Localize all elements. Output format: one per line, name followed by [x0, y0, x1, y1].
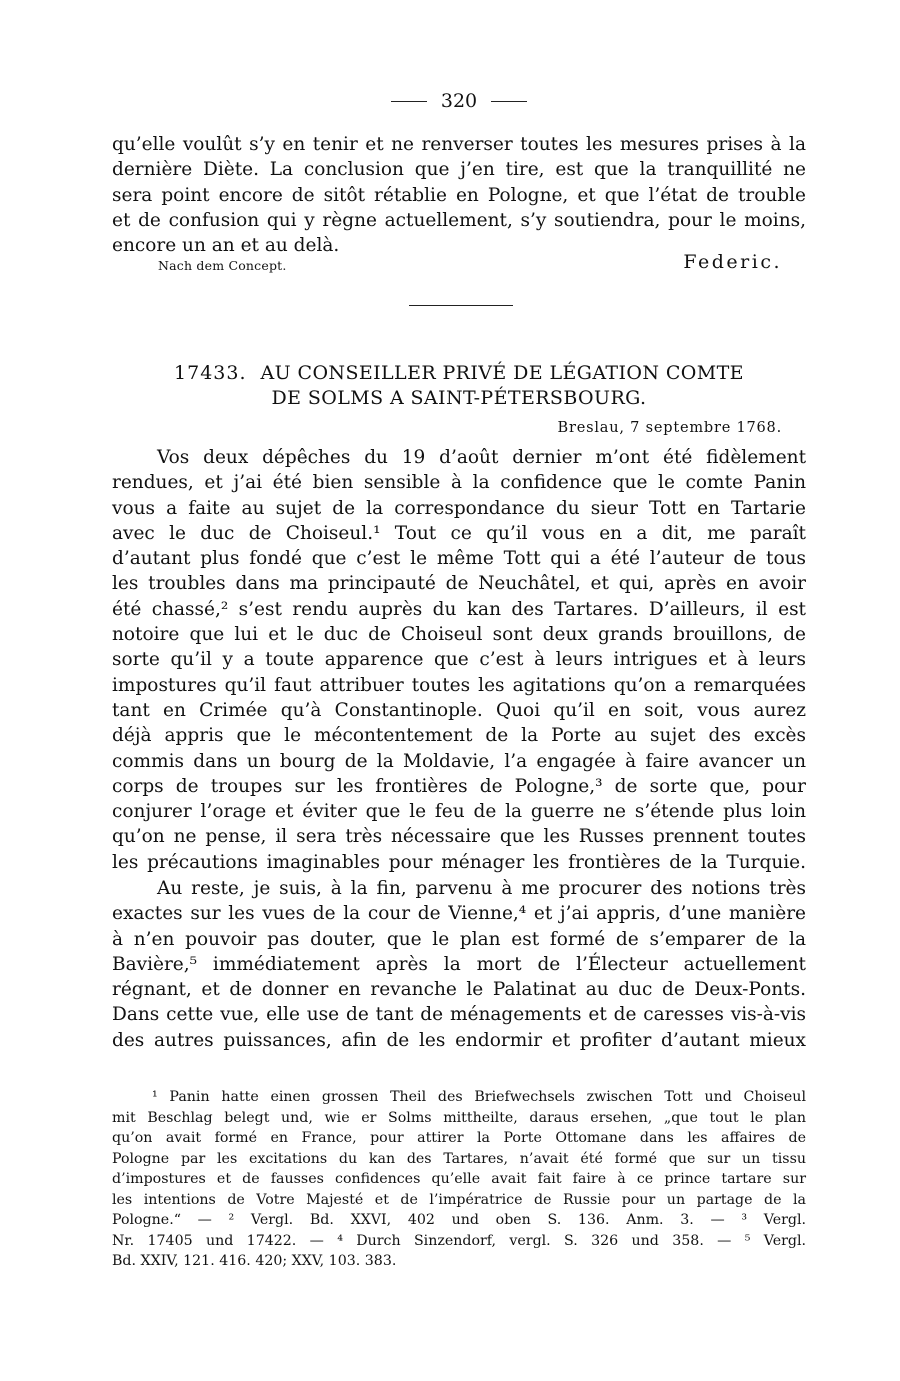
- letter-paragraph-1: [112, 445, 806, 875]
- page-number-header: [112, 86, 806, 116]
- heading-text-1: AU CONSEILLER PRIVÉ DE LÉGATION COMTE: [260, 362, 744, 384]
- text-line: conjurer l’orage et éviter que le feu de la guerre ne s’étende plus loin: [112, 801, 806, 823]
- section-divider: [409, 305, 513, 306]
- header-dash-right: [491, 101, 527, 102]
- footnotes: [112, 1087, 806, 1272]
- continuation-paragraph: [112, 132, 806, 258]
- footnote-line: ¹ Panin hatte einen grossen Theil des Briefwechsels zwischen Tott und Choiseul: [152, 1089, 806, 1105]
- text-line: exactes sur les vues de la cour de Vienne,⁴ et j’ai appris, d’une manière: [112, 903, 806, 925]
- text-line: les troubles dans ma principauté de Neuchâtel, et qui, après en avoir: [112, 573, 806, 595]
- text-line: été chassé,² s’est rendu auprès du kan des Tartares. D’ailleurs, il est: [112, 598, 806, 620]
- text-line: Dans cette vue, elle use de tant de ménagements et de caresses vis-à-vis: [112, 1004, 806, 1026]
- text-line: et de confusion qui y règne actuellement, s’y soutiendra, pour le moins,: [112, 209, 806, 231]
- source-note: Nach dem Concept.: [158, 258, 287, 273]
- text-line: des autres puissances, afin de les endormir et profiter d’autant mieux: [112, 1029, 806, 1051]
- text-line: régnant, et de donner en revanche le Palatinat au duc de Deux-Ponts.: [112, 979, 806, 1001]
- signature: Federic.: [683, 251, 782, 273]
- text-line: commis dans un bourg de la Moldavie, l’a engagée à faire avancer un: [112, 750, 806, 772]
- text-line: corps de troupes sur les frontières de Pologne,³ de sorte que, pour: [112, 775, 806, 797]
- footnote-line: mit Beschlag belegt und, wie er Solms mittheilte, daraus ersehen, „que tout le plan: [112, 1109, 806, 1126]
- letter-heading: [112, 361, 806, 411]
- text-line: d’autant plus fondé que c’est le même Tott qui a été l’auteur de tous: [112, 548, 806, 570]
- page-number: 320: [440, 90, 478, 112]
- footnote-line: Nr. 17405 und 17422. — ⁴ Durch Sinzendorf, vergl. S. 326 und 358. — ⁵ Vergl.: [112, 1232, 806, 1249]
- footnote-line: les intentions de Votre Majesté et de l’impératrice de Russie pour un partage de la: [112, 1191, 806, 1208]
- text-line: qu’on ne pense, il sera très nécessaire que les Russes prennent toutes: [112, 826, 806, 848]
- text-line: dernière Diète. La conclusion que j’en tire, est que la tranquillité ne: [112, 159, 806, 181]
- header-dash-left: [391, 101, 427, 102]
- heading-line-2: DE SOLMS A SAINT-PÉTERSBOURG.: [271, 387, 647, 409]
- text-line: Au reste, je suis, à la fin, parvenu à me procurer des notions très: [157, 878, 806, 899]
- dateline: Breslau, 7 septembre 1768.: [557, 420, 782, 436]
- text-line: encore un an et au delà.: [112, 235, 340, 257]
- footnote-line: Pologne.“ — ² Vergl. Bd. XXVI, 402 und oben S. 136. Anm. 3. — ³ Vergl.: [112, 1212, 806, 1228]
- text-line: tant en Crimée qu’à Constantinople. Quoi qu’il en soit, vous aurez: [112, 699, 806, 721]
- text-line: vous a faite au sujet de la correspondance du sieur Tott en Tartarie: [112, 497, 806, 519]
- text-line: déjà appris que le mécontentement de la Porte au sujet des excès: [112, 725, 806, 747]
- letter-paragraph-2: [112, 876, 806, 1053]
- text-line: à n’en pouvoir pas douter, que le plan est formé de s’emparer de la: [112, 928, 806, 950]
- letter-number: 17433.: [174, 362, 247, 384]
- text-line: notoire que lui et le duc de Choiseul sont deux grands brouillons, de: [112, 624, 806, 646]
- footnote-line: Bd. XXIV, 121. 416. 420; XXV, 103. 383.: [112, 1253, 397, 1269]
- text-line: Vos deux dépêches du 19 d’août dernier m’ont été fidèlement: [157, 447, 806, 468]
- text-line: sorte qu’il y a toute apparence que c’est à leurs intrigues et à leurs: [112, 649, 806, 671]
- text-line: avec le duc de Choiseul.¹ Tout ce qu’il vous en a dit, me paraît: [112, 522, 806, 544]
- text-line: rendues, et j’ai été bien sensible à la confidence que le comte Panin: [112, 472, 806, 494]
- text-line: impostures qu’il faut attribuer toutes les agitations qu’on a remarquées: [112, 674, 806, 696]
- footnote-line: Pologne par les excitations du kan des Tartares, n’avait été formé que sur un tissu: [112, 1150, 806, 1167]
- footnote-line: qu’on avait formé en France, pour attirer la Porte Ottomane dans les affaires de: [112, 1130, 806, 1146]
- text-line: qu’elle voulût s’y en tenir et ne renverser toutes les mesures prises à la: [112, 134, 806, 155]
- text-line: Bavière,⁵ immédiatement après la mort de l’Électeur actuellement: [112, 953, 806, 975]
- heading-line-1: [112, 361, 806, 386]
- footnote-line: d’impostures et de fausses confidences qu’elle avait fait faire à ce prince tartare sur: [112, 1171, 806, 1187]
- text-line: sera point encore de sitôt rétablie en Pologne, et que l’état de trouble: [112, 184, 806, 206]
- text-line: les précautions imaginables pour ménager les frontières de la Turquie.: [112, 851, 806, 873]
